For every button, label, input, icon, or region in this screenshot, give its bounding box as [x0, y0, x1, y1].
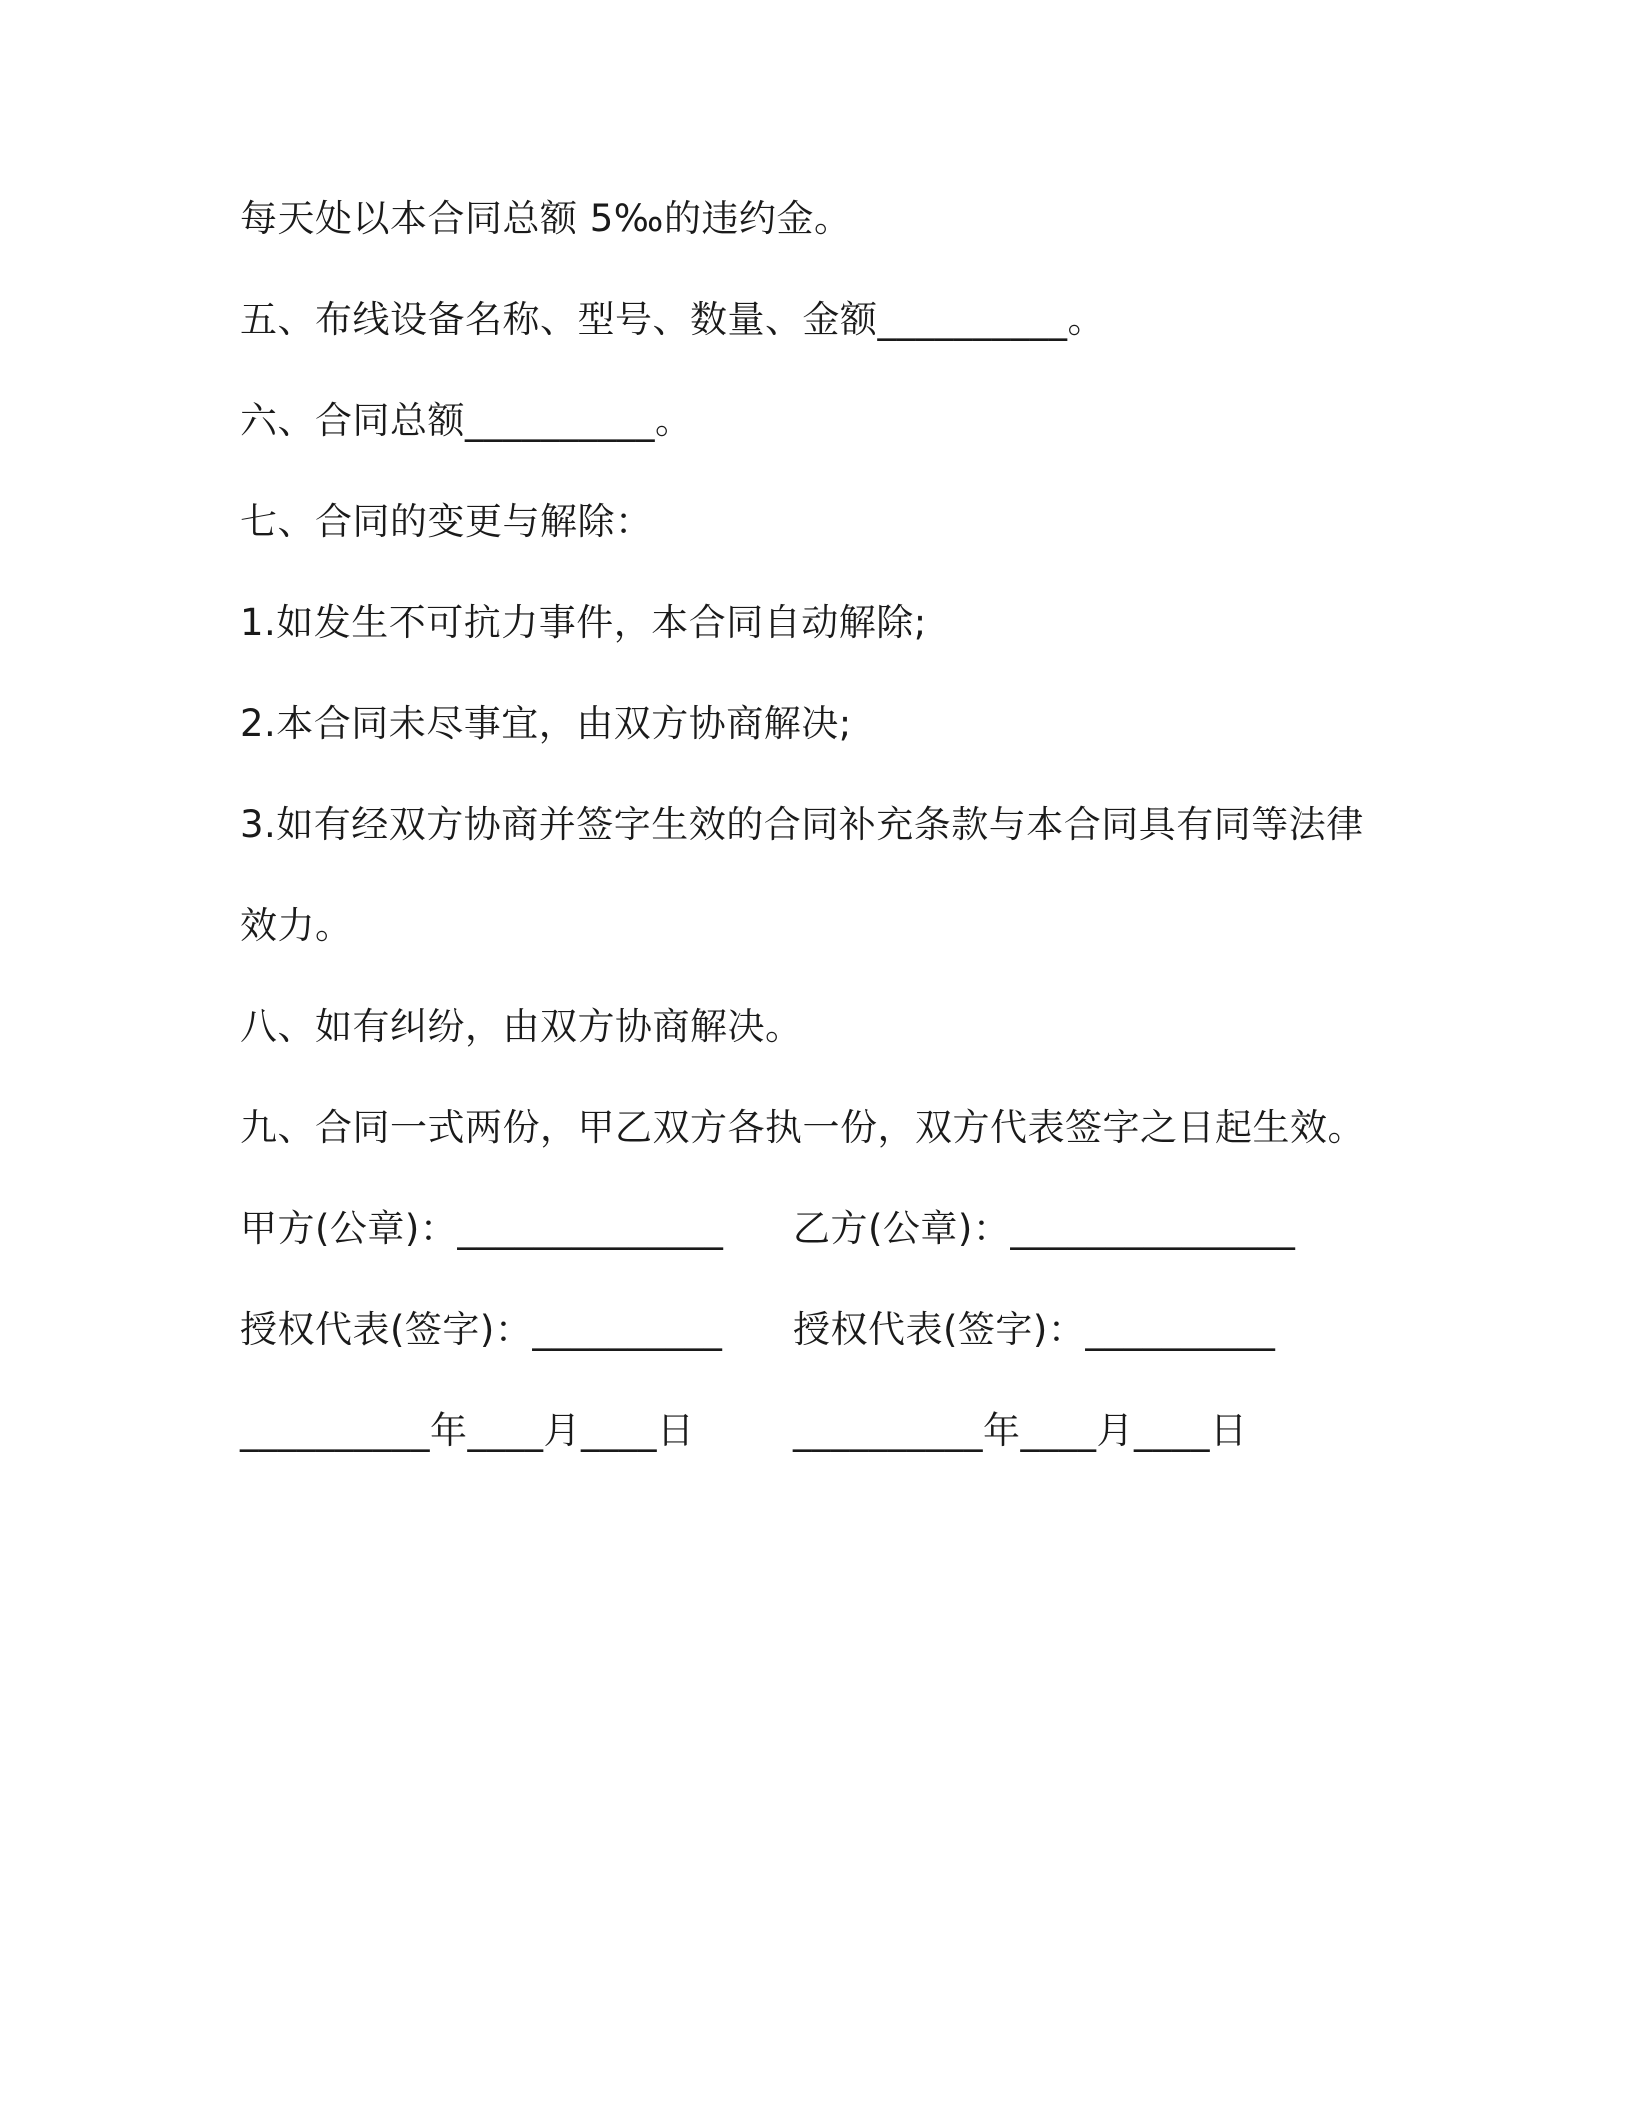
clause-7-item-3: 3.如有经双方协商并签字生效的合同补充条款与本合同具有同等法律 — [240, 803, 1364, 846]
clause-6-total: 六、合同总额__________。 — [240, 399, 693, 442]
clause-5-equipment: 五、布线设备名称、型号、数量、金额__________。 — [240, 298, 1105, 341]
party-b-seal: 乙方(公章)：_______________ — [793, 1207, 1296, 1250]
clause-7-heading: 七、合同的变更与解除： — [240, 500, 653, 543]
party-a-seal: 甲方(公章)：______________ — [240, 1207, 724, 1250]
clause-9-copies: 九、合同一式两份，甲乙双方各执一份，双方代表签字之日起生效。 — [240, 1106, 1365, 1149]
party-b-date: __________年____月____日 — [793, 1409, 1248, 1452]
party-a-date: __________年____月____日 — [240, 1409, 695, 1452]
clause-7-item-2: 2.本合同未尽事宜，由双方协商解决; — [240, 702, 852, 745]
clause-7-item-3-cont: 效力。 — [240, 904, 353, 947]
party-b-representative: 授权代表(签字)：__________ — [793, 1308, 1276, 1351]
clause-7-item-1: 1.如发生不可抗力事件，本合同自动解除; — [240, 601, 927, 644]
paragraph-penalty: 每天处以本合同总额 5‰的违约金。 — [240, 197, 852, 240]
party-a-representative: 授权代表(签字)：__________ — [240, 1308, 723, 1351]
clause-8-disputes: 八、如有纠纷，由双方协商解决。 — [240, 1005, 803, 1048]
